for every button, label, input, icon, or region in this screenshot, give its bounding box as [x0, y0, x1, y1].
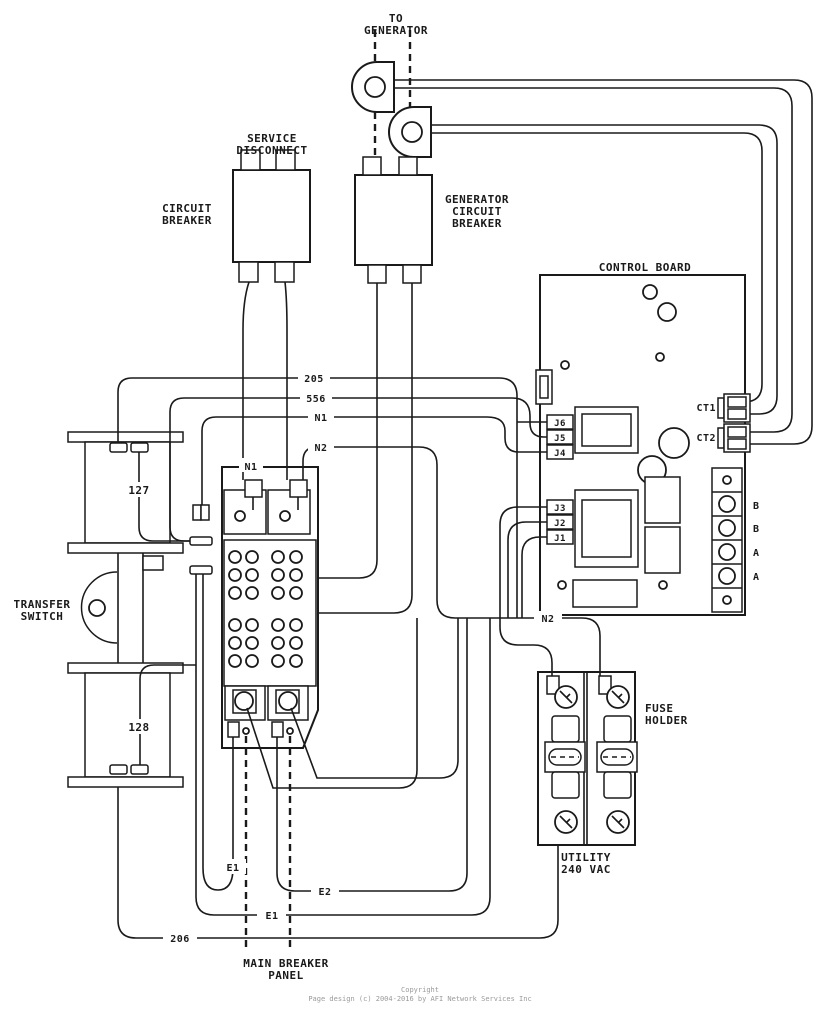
wire-n1-label: N1: [314, 413, 328, 424]
wire-206-label: 206: [170, 934, 190, 945]
service-disconnect-breaker: [233, 150, 310, 282]
generator-cb-label-line1: GENERATOR: [444, 193, 510, 206]
panel-left-connectors: [190, 505, 212, 574]
control-board-label: CONTROL BOARD: [598, 261, 692, 274]
service-disconnect-label-line2: DISCONNECT: [236, 144, 308, 157]
j1-label: J1: [554, 534, 566, 544]
utility-label-line1: UTILITY: [561, 851, 611, 864]
copyright-line1: Copyright: [401, 986, 439, 994]
wire-e2-label: E2: [318, 887, 332, 898]
ct1-connector: [718, 394, 750, 422]
generator-cb-label-line3: BREAKER: [452, 217, 502, 230]
main-breaker-panel-label-line1: MAIN BREAKER: [243, 957, 329, 970]
j6-label: J6: [554, 419, 566, 429]
wire-205-label: 205: [304, 374, 324, 385]
utility-label-line2: 240 VAC: [561, 863, 611, 876]
coil-128-label: 128: [128, 721, 150, 734]
j2-label: J2: [554, 519, 566, 529]
wire-e1-horizontal-label: E1: [265, 911, 279, 922]
terminal-a1-label: A: [753, 548, 760, 559]
generator-lug-icon: [389, 107, 431, 157]
fuse-holder: [538, 672, 637, 845]
j4-label: J4: [554, 449, 566, 459]
generator-circuit-breaker: [355, 157, 432, 283]
terminal-b2-label: B: [753, 524, 760, 535]
generator-lug-icon: [352, 62, 394, 112]
wire-n2-bottom-label: N2: [541, 614, 555, 625]
ct1-label: CT1: [696, 403, 716, 414]
terminal-b1-label: B: [753, 501, 760, 512]
service-disconnect-label-line1: SERVICE: [247, 132, 297, 145]
wires: [118, 282, 600, 948]
wire-556-label: 556: [306, 394, 326, 405]
j5-label: J5: [554, 434, 566, 444]
to-generator-label-line1: TO: [388, 12, 404, 25]
circuit-breaker-label-line1: CIRCUIT: [162, 202, 212, 215]
copyright-line2: Page design (c) 2004-2016 by AFI Network Services Inc: [308, 995, 532, 1003]
wire-label-backgrounds: [124, 371, 562, 945]
transfer-switch-label-line2: SWITCH: [20, 610, 64, 623]
wire-e1-vertical-label: E1: [226, 863, 240, 874]
control-board: [536, 275, 750, 615]
output-terminal-strip: [712, 468, 742, 612]
terminal-a2-label: A: [753, 572, 760, 583]
wire-n1-panel-label: N1: [244, 462, 258, 473]
coil-127-label: 127: [128, 484, 150, 497]
fuse-holder-label-line1: FUSE: [645, 702, 674, 715]
ct2-connector: [718, 424, 750, 452]
main-breaker-panel-label-line2: PANEL: [268, 969, 304, 982]
to-generator-label-line2: GENERATOR: [363, 24, 429, 37]
j3-label: J3: [554, 504, 566, 514]
wire-n2-top-label: N2: [314, 443, 328, 454]
circuit-breaker-label-line2: BREAKER: [162, 214, 212, 227]
main-breaker-panel-contactor: [190, 467, 318, 748]
generator-cb-label-line2: CIRCUIT: [452, 205, 502, 218]
transfer-switch-label-line1: TRANSFER: [13, 598, 71, 611]
ct2-label: CT2: [696, 433, 716, 444]
fuse-holder-label-line2: HOLDER: [645, 714, 688, 727]
